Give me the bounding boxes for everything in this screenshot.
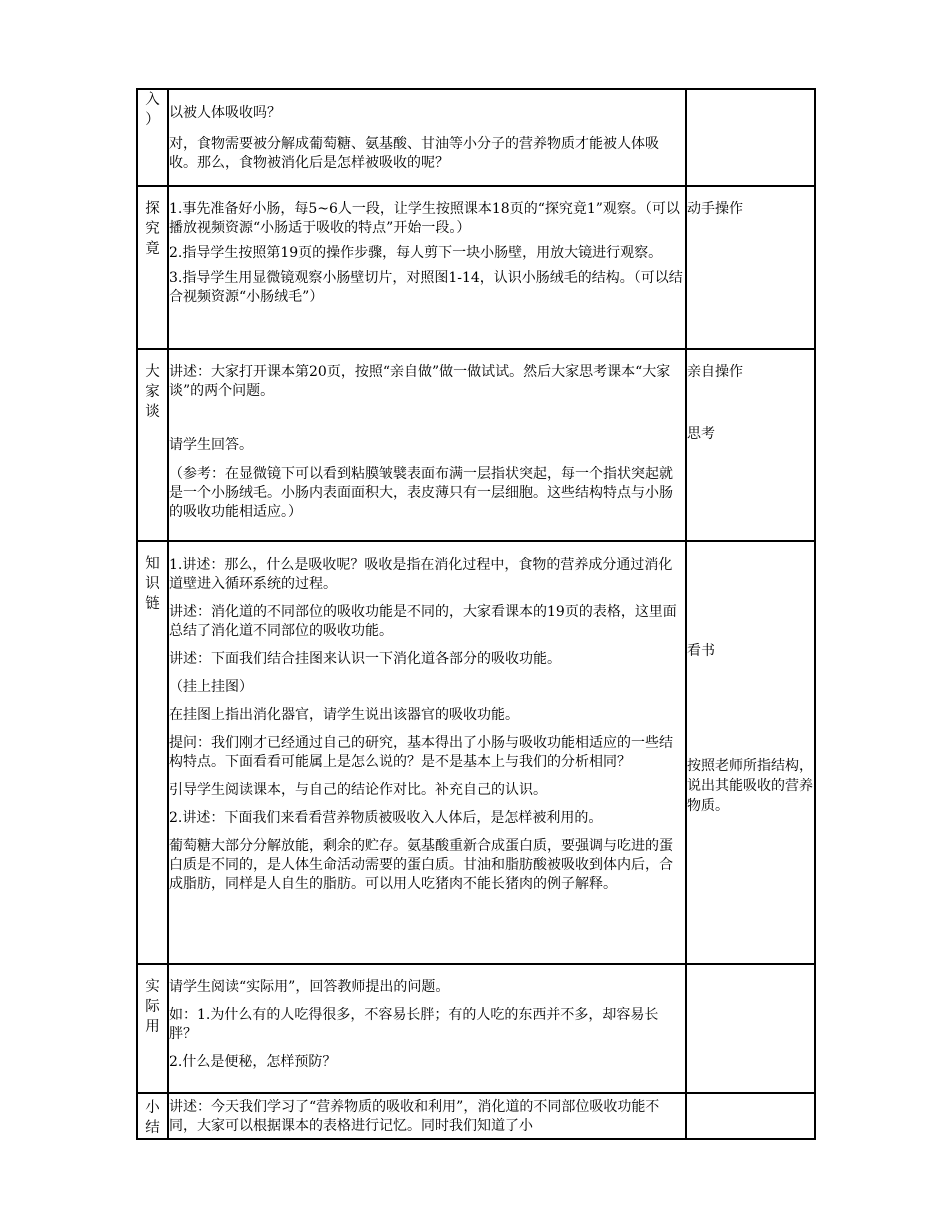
paragraph: 讲述：下面我们结合挂图来认识一下消化道各部分的吸收功能。 [169, 651, 561, 667]
row-label: 小 结 [137, 1093, 168, 1139]
note-text: 亲自操作 [687, 364, 743, 380]
paragraph: 如：1.为什么有的人吃得很多，不容易长胖；有的人吃的东西并不多，却容易长胖？ [169, 1007, 659, 1042]
paragraph: 1.事先准备好小肠，每5~6人一段，让学生按照课本18页的“探究竟1”观察。（可以播放视频资源“小肠适于吸收的特点”开始一段。） [169, 201, 680, 236]
row-label: 知 识 链 [137, 541, 168, 964]
paragraph: 2.什么是便秘，怎样预防？ [169, 1054, 337, 1070]
row-note [686, 89, 815, 186]
paragraph: 讲述：大家打开课本第20页，按照“亲自做”做一做试试。然后大家思考课本“大家谈”的两个问题。 [169, 364, 671, 399]
paragraph: 3.指导学生用显微镜观察小肠壁切片，对照图1-14，认识小肠绒毛的结构。（可以结合视频资源“小肠绒毛”） [169, 270, 683, 305]
paragraph: 1.讲述：那么，什么是吸收呢？吸收是指在消化过程中，食物的营养成分通过消化道壁进入循环系统的过程。 [169, 557, 673, 592]
row-note [686, 964, 815, 1093]
row-content [168, 964, 686, 1093]
row-content [168, 541, 686, 964]
row-content [168, 1093, 686, 1139]
note-text: 动手操作 [687, 201, 743, 217]
paragraph: 2.讲述：下面我们来看看营养物质被吸收入人体后，是怎样被利用的。 [169, 810, 603, 826]
paragraph: 2.指导学生按照第19页的操作步骤，每人剪下一块小肠壁，用放大镜进行观察。 [169, 245, 663, 261]
row-content [168, 349, 686, 541]
paragraph: 请学生回答。 [169, 437, 253, 453]
row-content [168, 89, 686, 186]
row-note [686, 541, 815, 964]
note-text: 思考 [687, 426, 715, 442]
note-text: 看书 [687, 643, 715, 659]
row-content [168, 186, 686, 349]
paragraph: （挂上挂图） [169, 679, 253, 695]
row-label: 探 究 竟 [137, 186, 168, 349]
row-label: 大 家 谈 [137, 349, 168, 541]
row-note [686, 349, 815, 541]
paragraph: （参考：在显微镜下可以看到粘膜皱襞表面布满一层指状突起，每一个指状突起就是一个小肠绒毛。小肠内表面面积大，表皮薄只有一层细胞。这些结构特点与小肠的吸收功能相适应。） [169, 466, 673, 520]
paragraph: 讲述：消化道的不同部位的吸收功能是不同的，大家看课本的19页的表格，这里面总结了消化道不同部位的吸收功能。 [169, 604, 677, 639]
table-row-discuss [137, 349, 815, 541]
paragraph: 葡萄糖大部分分解放能，剩余的贮存。氨基酸重新合成蛋白质，要强调与吃进的蛋白质是不同的，是人体生命活动需要的蛋白质。甘油和脂肪酸被吸收到体内后，合成脂肪，同样是人自生的脂肪。可以用人吃猪肉不能长猪肉的例子解释。 [169, 838, 673, 892]
paragraph: 引导学生阅读课本，与自己的结论作对比。补充自己的认识。 [169, 782, 547, 798]
row-note [686, 186, 815, 349]
paragraph: 以被人体吸收吗？ [169, 105, 281, 121]
paragraph: 在挂图上指出消化器官，请学生说出该器官的吸收功能。 [169, 707, 519, 723]
table-row-knowledge [137, 541, 815, 964]
paragraph: 请学生阅读“实际用”，回答教师提出的问题。 [169, 979, 450, 995]
note-text: 按照老师所指结构，说出其能吸收的营养物质。 [687, 758, 813, 814]
lesson-plan-table [136, 88, 816, 1140]
row-label: 入 ） [137, 89, 168, 186]
table-row-intro [137, 89, 815, 186]
paragraph: 讲述：今天我们学习了“营养物质的吸收和利用”，消化道的不同部位吸收功能不同，大家可以根据课本的表格进行记忆。同时我们知道了小 [169, 1099, 660, 1134]
row-label: 实 际 用 [137, 964, 168, 1093]
paragraph: 对，食物需要被分解成葡萄糖、氨基酸、甘油等小分子的营养物质才能被人体吸收。那么，食物被消化后是怎样被吸收的呢？ [169, 136, 659, 171]
table-row-practice [137, 964, 815, 1093]
paragraph: 提问：我们刚才已经通过自己的研究，基本得出了小肠与吸收功能相适应的一些结构特点。下面看看可能属上是怎么说的？是不是基本上与我们的分析相同？ [169, 735, 673, 770]
row-note [686, 1093, 815, 1139]
table-row-explore [137, 186, 815, 349]
table-row-summary [137, 1093, 815, 1139]
